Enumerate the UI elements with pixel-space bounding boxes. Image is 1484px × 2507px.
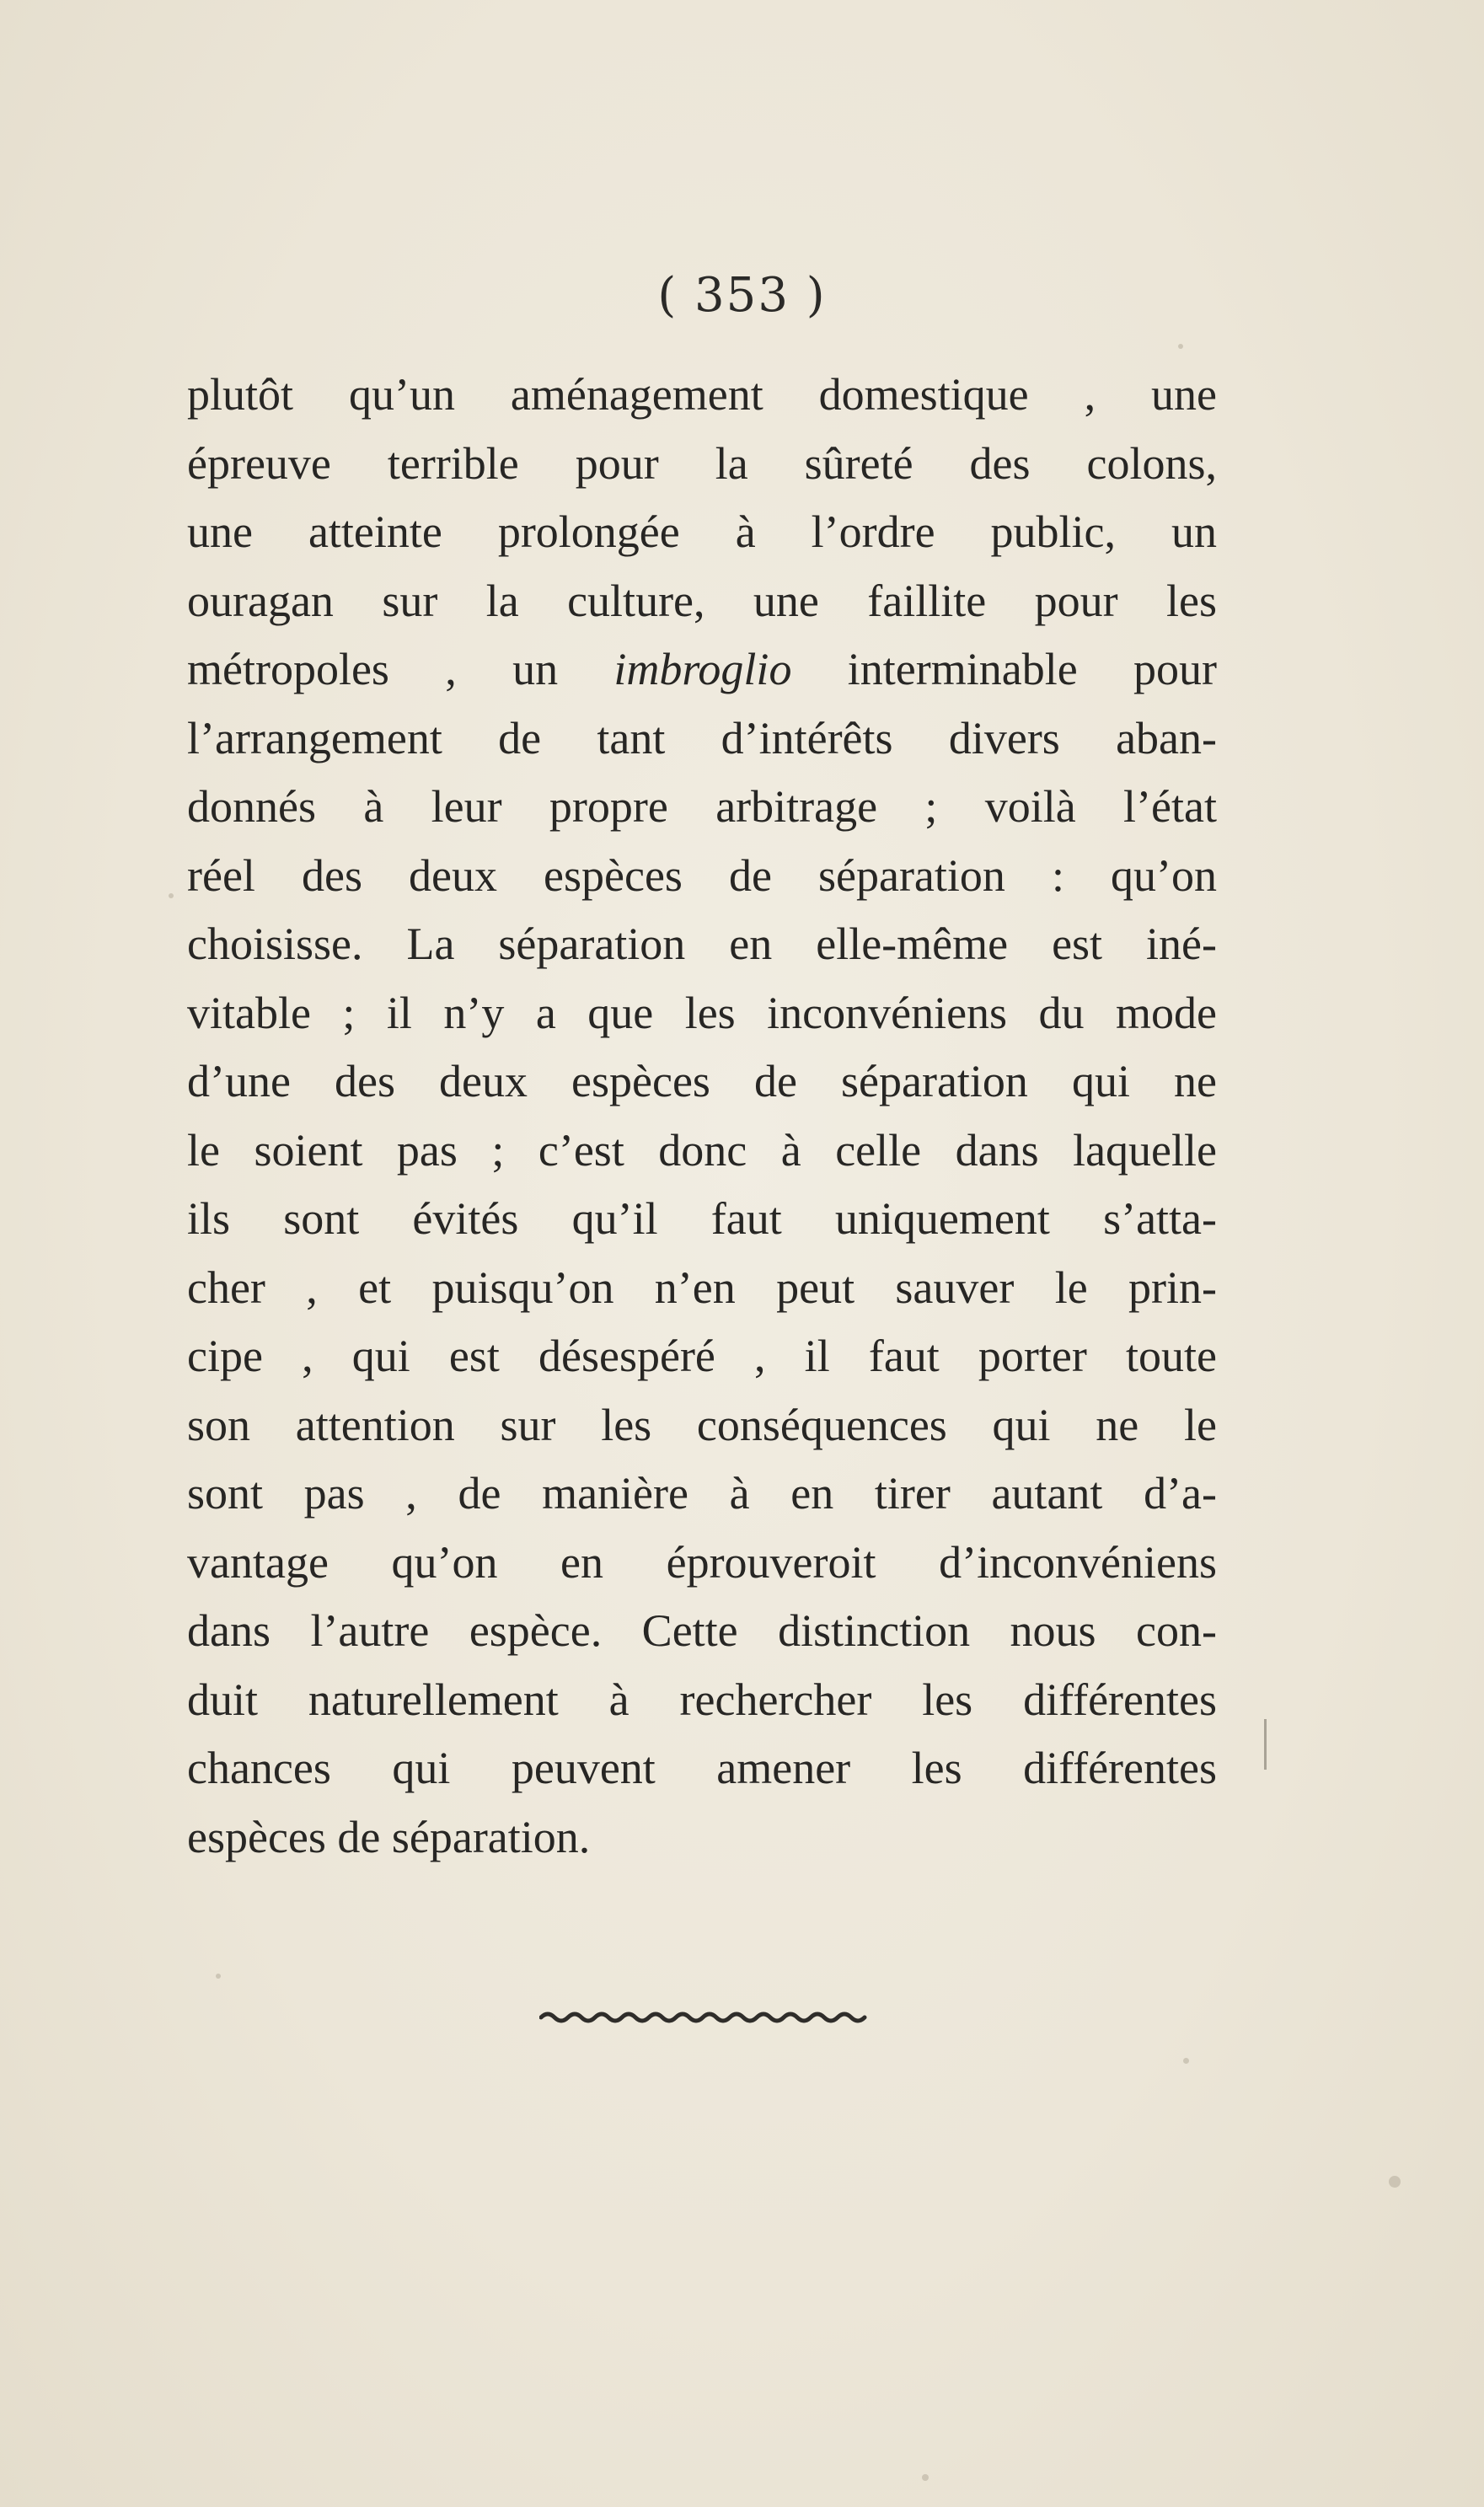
text-line: duit naturellement à rechercher les différentes [187, 1674, 1217, 1725]
text-line: épreuve terrible pour la sûreté des colons, [187, 437, 1217, 489]
paper-speck [216, 1974, 221, 1979]
paper-speck [169, 893, 174, 898]
text-line-start: métropoles , un [187, 644, 614, 694]
text-line: choisisse. La séparation en elle-même est iné- [187, 919, 1217, 969]
text-line: vitable ; il n’y a que les inconvéniens du mode [187, 987, 1217, 1038]
paper-speck [1178, 344, 1183, 349]
text-line: vantage qu’on en éprouveroit d’inconvéniens [187, 1536, 1217, 1588]
text-line: son attention sur les conséquences qui ne le [187, 1399, 1217, 1450]
text-line: dans l’autre espèce. Cette distinction nous con- [187, 1605, 1217, 1656]
margin-mark [1264, 1719, 1267, 1770]
ornamental-divider [539, 2009, 868, 2026]
paper-speck [922, 2474, 929, 2481]
text-line [187, 635, 1217, 704]
text-line: l’arrangement de tant d’intérêts divers aban- [187, 712, 1217, 763]
text-line: cher , et puisqu’on n’en peut sauver le prin- [187, 1262, 1217, 1313]
text-line: sont pas , de manière à en tirer autant d’a- [187, 1468, 1217, 1519]
text-line: ils sont évités qu’il faut uniquement s’atta- [187, 1193, 1217, 1244]
text-line: une atteinte prolongée à l’ordre public, un [187, 506, 1217, 557]
paper-speck [1389, 2176, 1401, 2188]
text-line: donnés à leur propre arbitrage ; voilà l’état [187, 781, 1217, 832]
text-line: cipe , qui est désespéré , il faut porter toute [187, 1331, 1217, 1381]
body-text [187, 361, 1217, 1872]
wave-rule-icon [539, 2009, 868, 2026]
text-line-final: espèces de séparation. [187, 1811, 591, 1862]
italic-term: imbroglio [613, 644, 792, 694]
text-line: plutôt qu’un aménagement domestique , une [187, 369, 1217, 420]
text-line: réel des deux espèces de séparation : qu’on [187, 849, 1217, 901]
text-line-end: interminable pour [791, 644, 1217, 694]
text-line: d’une des deux espèces de séparation qui ne [187, 1056, 1217, 1106]
page-number: ( 353 ) [657, 268, 827, 323]
text-line: ouragan sur la culture, une faillite pour les [187, 575, 1217, 626]
text-line: chances qui peuvent amener les différentes [187, 1743, 1217, 1793]
paper-speck [1183, 2058, 1189, 2064]
text-line: le soient pas ; c’est donc à celle dans laquelle [187, 1124, 1217, 1176]
